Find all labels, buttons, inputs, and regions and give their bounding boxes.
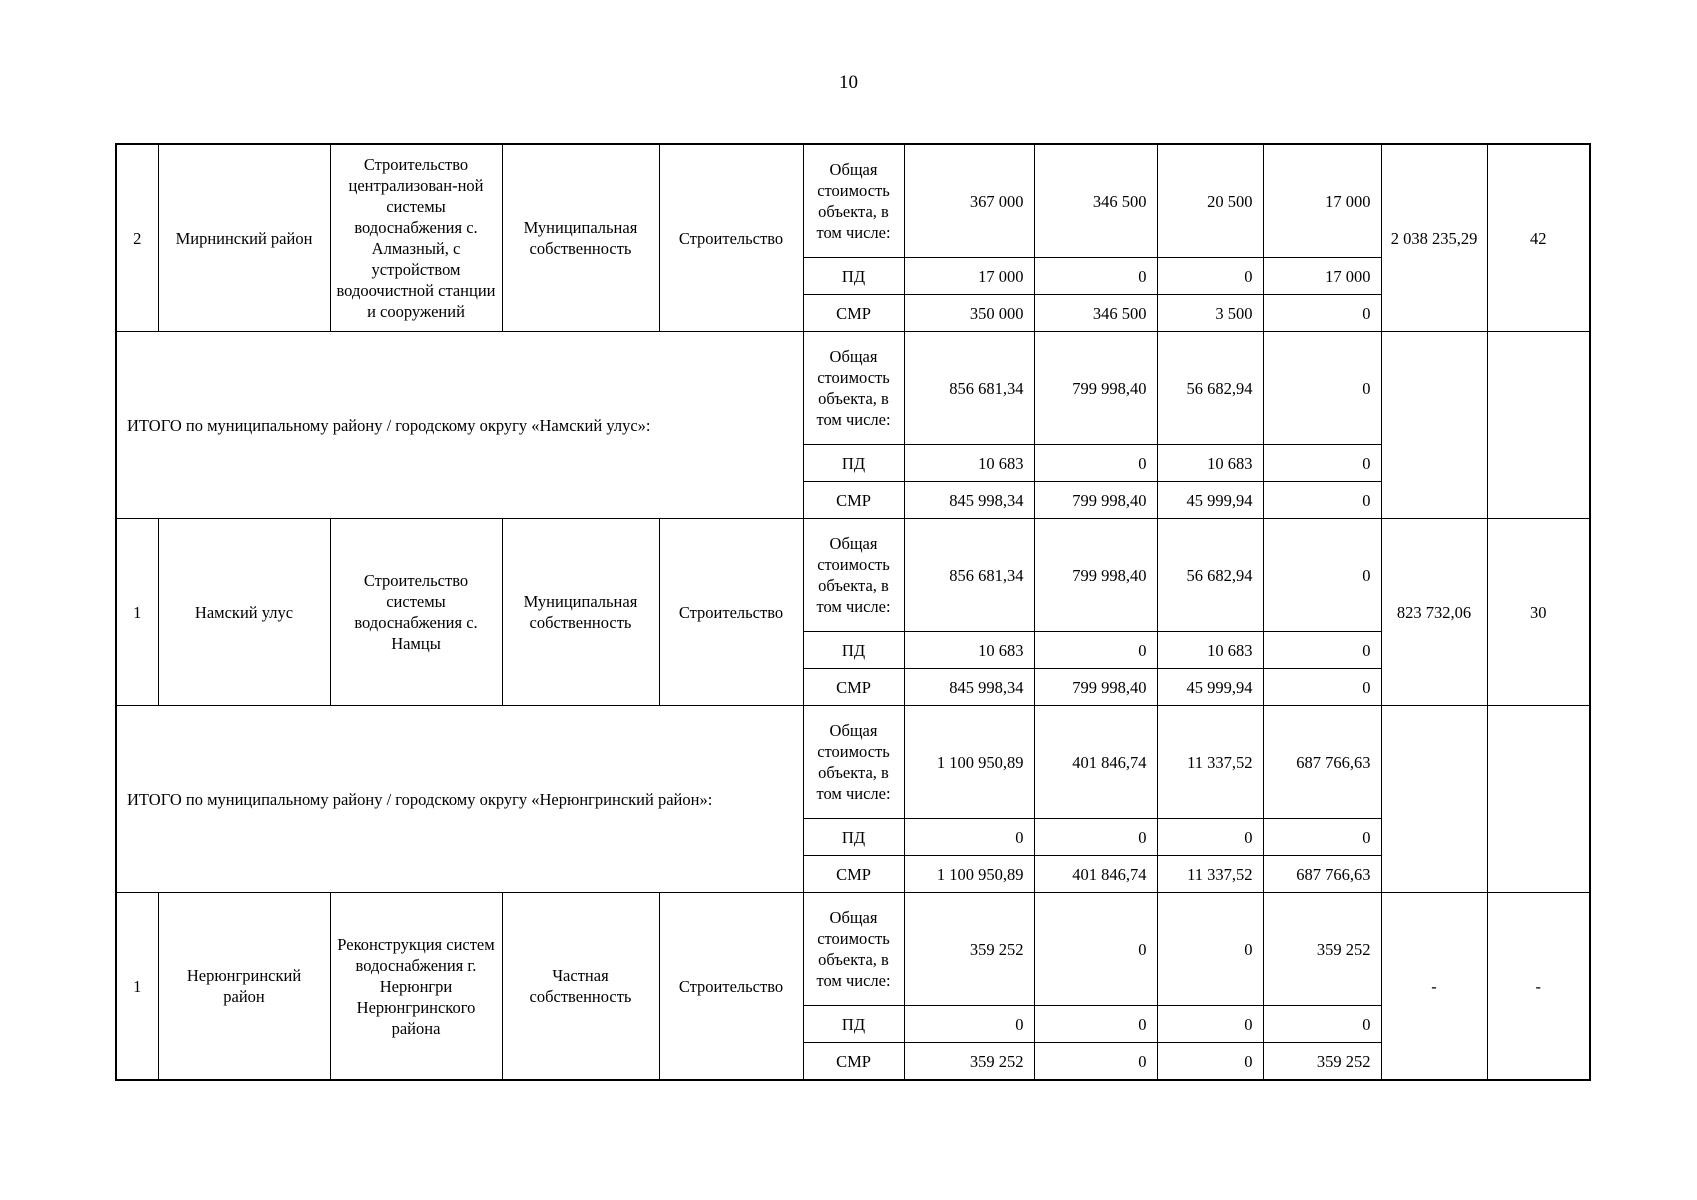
value-cell-3: 45 999,94 [1157,482,1263,519]
value-cell-1: 350 000 [904,295,1034,332]
value-cell-4: 359 252 [1263,893,1381,1006]
value-cell-4: 0 [1263,1006,1381,1043]
district-cell: Нерюнгринский район [158,893,330,1081]
total-row [116,706,1590,819]
cost-type-label: Общая стоимость объекта, в том числе: [803,144,904,258]
value-cell-3: 11 337,52 [1157,856,1263,893]
value-cell-4: 0 [1263,519,1381,632]
value-cell-2: 0 [1034,819,1157,856]
value-cell-1: 845 998,34 [904,482,1034,519]
value-cell-3: 3 500 [1157,295,1263,332]
extra-cell-1 [1381,332,1487,519]
value-cell-1: 359 252 [904,1043,1034,1081]
value-cell-3: 56 682,94 [1157,519,1263,632]
value-cell-1: 1 100 950,89 [904,856,1034,893]
value-cell-2: 346 500 [1034,295,1157,332]
value-cell-4: 0 [1263,669,1381,706]
value-cell-1: 359 252 [904,893,1034,1006]
value-cell-2: 799 998,40 [1034,519,1157,632]
row-number-cell: 2 [116,144,158,332]
district-cell: Намский улус [158,519,330,706]
district-cell: Мирнинский район [158,144,330,332]
value-cell-3: 0 [1157,819,1263,856]
value-cell-2: 401 846,74 [1034,706,1157,819]
value-cell-2: 401 846,74 [1034,856,1157,893]
row-number-cell: 1 [116,893,158,1081]
table-row [116,893,1590,1006]
ownership-cell: Муниципальная собственность [502,519,659,706]
total-row [116,332,1590,445]
value-cell-2: 0 [1034,632,1157,669]
value-cell-2: 0 [1034,1043,1157,1081]
object-name-cell: Реконструкция систем водоснабжения г. Нерюнгри Нерюнгринского района [330,893,502,1081]
cost-type-label: СМР [803,856,904,893]
work-type-cell: Строительство [659,893,803,1081]
value-cell-4: 17 000 [1263,258,1381,295]
cost-type-label: СМР [803,295,904,332]
value-cell-3: 0 [1157,893,1263,1006]
value-cell-2: 0 [1034,1006,1157,1043]
value-cell-4: 0 [1263,445,1381,482]
investment-table [115,143,1591,1081]
value-cell-1: 856 681,34 [904,332,1034,445]
work-type-cell: Строительство [659,519,803,706]
value-cell-1: 856 681,34 [904,519,1034,632]
value-cell-4: 17 000 [1263,144,1381,258]
value-cell-1: 1 100 950,89 [904,706,1034,819]
cost-type-label: СМР [803,669,904,706]
extra-cell-1: 823 732,06 [1381,519,1487,706]
table-row [116,519,1590,632]
value-cell-4: 359 252 [1263,1043,1381,1081]
value-cell-1: 0 [904,819,1034,856]
value-cell-2: 799 998,40 [1034,669,1157,706]
value-cell-3: 56 682,94 [1157,332,1263,445]
page-number: 10 [839,72,858,93]
cost-type-label: Общая стоимость объекта, в том числе: [803,519,904,632]
value-cell-1: 845 998,34 [904,669,1034,706]
value-cell-2: 799 998,40 [1034,332,1157,445]
ownership-cell: Частная собственность [502,893,659,1081]
value-cell-4: 0 [1263,332,1381,445]
value-cell-3: 0 [1157,258,1263,295]
value-cell-3: 0 [1157,1043,1263,1081]
value-cell-3: 45 999,94 [1157,669,1263,706]
object-name-cell: Строительство системы водоснабжения с. Намцы [330,519,502,706]
table-body [116,144,1590,1080]
value-cell-4: 0 [1263,295,1381,332]
extra-cell-2: 30 [1487,519,1590,706]
value-cell-1: 10 683 [904,445,1034,482]
value-cell-2: 346 500 [1034,144,1157,258]
extra-cell-2: 42 [1487,144,1590,332]
value-cell-4: 687 766,63 [1263,856,1381,893]
value-cell-4: 687 766,63 [1263,706,1381,819]
value-cell-1: 10 683 [904,632,1034,669]
cost-type-label: ПД [803,258,904,295]
cost-type-label: Общая стоимость объекта, в том числе: [803,893,904,1006]
value-cell-1: 367 000 [904,144,1034,258]
value-cell-4: 0 [1263,482,1381,519]
cost-type-label: Общая стоимость объекта, в том числе: [803,706,904,819]
value-cell-3: 10 683 [1157,445,1263,482]
value-cell-3: 11 337,52 [1157,706,1263,819]
value-cell-2: 799 998,40 [1034,482,1157,519]
extra-cell-1: - [1381,893,1487,1081]
cost-type-label: ПД [803,445,904,482]
ownership-cell: Муниципальная собственность [502,144,659,332]
value-cell-3: 10 683 [1157,632,1263,669]
value-cell-2: 0 [1034,445,1157,482]
extra-cell-2: - [1487,893,1590,1081]
value-cell-3: 20 500 [1157,144,1263,258]
table-row [116,144,1590,258]
extra-cell-1: 2 038 235,29 [1381,144,1487,332]
total-title-cell: ИТОГО по муниципальному району / городскому округу «Намский улус»: [116,332,803,519]
value-cell-2: 0 [1034,893,1157,1006]
cost-type-label: ПД [803,632,904,669]
cost-type-label: Общая стоимость объекта, в том числе: [803,332,904,445]
cost-type-label: ПД [803,1006,904,1043]
extra-cell-2 [1487,706,1590,893]
work-type-cell: Строительство [659,144,803,332]
extra-cell-1 [1381,706,1487,893]
cost-type-label: СМР [803,482,904,519]
value-cell-1: 17 000 [904,258,1034,295]
total-title-cell: ИТОГО по муниципальному району / городскому округу «Нерюнгринский район»: [116,706,803,893]
value-cell-3: 0 [1157,1006,1263,1043]
extra-cell-2 [1487,332,1590,519]
value-cell-4: 0 [1263,819,1381,856]
value-cell-4: 0 [1263,632,1381,669]
cost-type-label: СМР [803,1043,904,1081]
object-name-cell: Строительство централизован-ной системы водоснабжения с. Алмазный, с устройством водоочистной станции и сооружений [330,144,502,332]
row-number-cell: 1 [116,519,158,706]
value-cell-2: 0 [1034,258,1157,295]
value-cell-1: 0 [904,1006,1034,1043]
cost-type-label: ПД [803,819,904,856]
